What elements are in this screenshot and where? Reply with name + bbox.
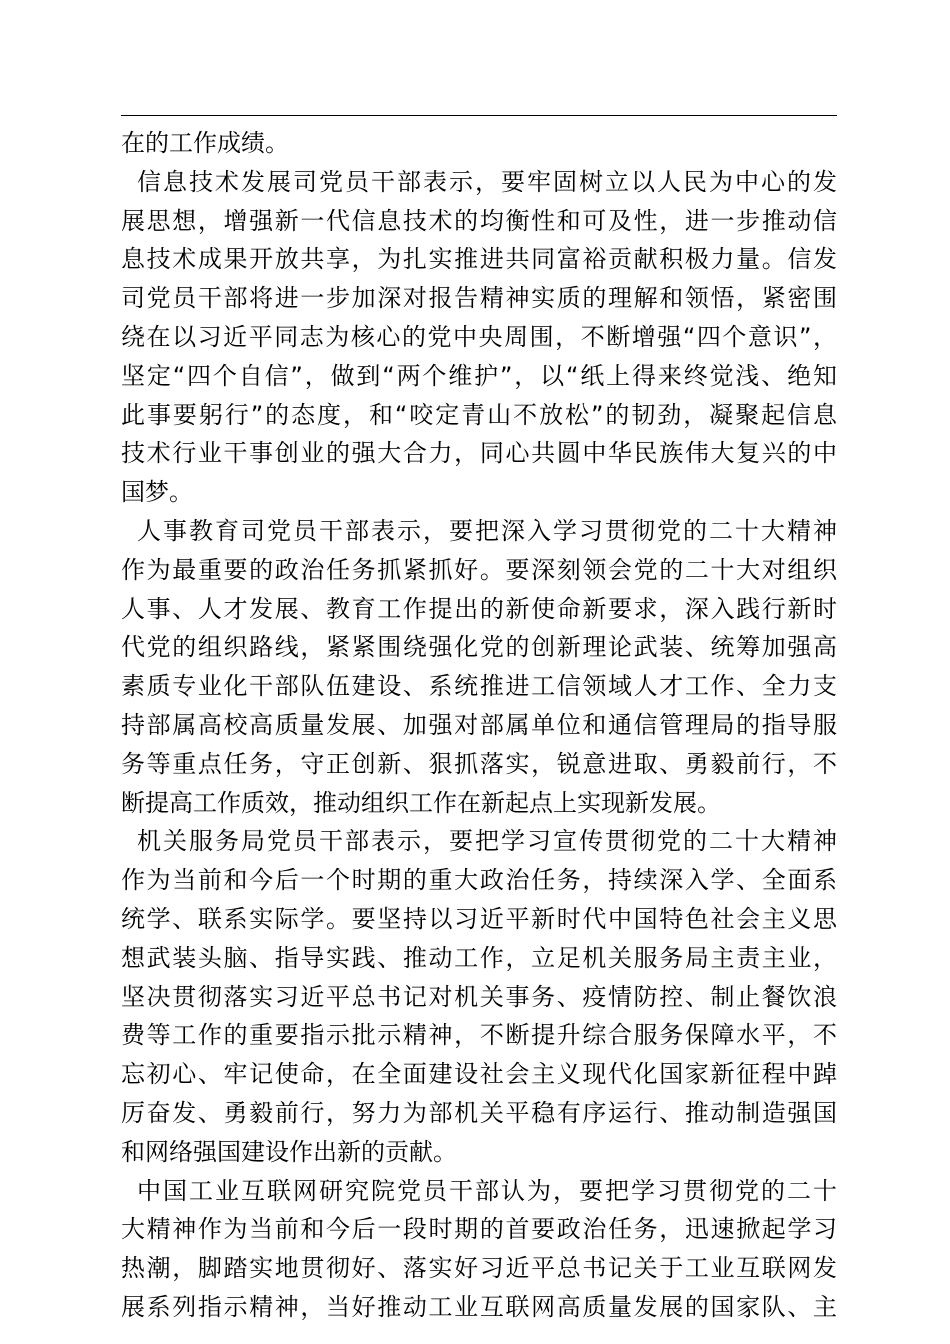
text-line: 技术行业干事创业的强大合力，同心共圆中华民族伟大复兴的中 xyxy=(121,439,837,468)
text-line: 展思想，增强新一代信息技术的均衡性和可及性，进一步推动信 xyxy=(121,206,837,235)
text-line: 信息技术发展司党员干部表示，要牢固树立以人民为中心的发 xyxy=(137,167,837,196)
text-line: 在的工作成绩。 xyxy=(121,129,289,157)
text-line: 作为当前和今后一个时期的重大政治任务，持续深入学、全面系 xyxy=(121,866,837,895)
text-line: 断提高工作质效，推动组织工作在新起点上实现新发展。 xyxy=(121,788,721,817)
document-body xyxy=(121,124,837,1327)
text-line: 素质专业化干部队伍建设、系统推进工信领域人才工作、全力支 xyxy=(121,672,837,701)
header-rule xyxy=(121,115,837,116)
text-line: 热潮，脚踏实地贯彻好、落实好习近平总书记关于工业互联网发 xyxy=(121,1254,837,1283)
text-line: 绕在以习近平同志为核心的党中央周围，不断增强“四个意识”， xyxy=(121,322,837,351)
text-line: 代党的组织路线，紧紧围绕强化党的创新理论武装、统筹加强高 xyxy=(121,633,837,662)
text-line: 人事、人才发展、教育工作提出的新使命新要求，深入践行新时 xyxy=(121,594,837,623)
paragraph-gongye-hulianwang xyxy=(121,1172,837,1327)
text-line: 司党员干部将进一步加深对报告精神实质的理解和领悟，紧密围 xyxy=(121,284,837,313)
text-line: 中国工业互联网研究院党员干部认为，要把学习贯彻党的二十 xyxy=(137,1176,837,1205)
text-line: 费等工作的重要指示批示精神，不断提升综合服务保障水平，不 xyxy=(121,1021,837,1050)
paragraph-jiguan-fuwu xyxy=(121,822,837,1171)
paragraph-continuation xyxy=(121,124,837,163)
text-line: 大精神作为当前和今后一段时期的首要政治任务，迅速掀起学习 xyxy=(121,1215,837,1244)
text-line: 务等重点任务，守正创新、狠抓落实，锐意进取、勇毅前行，不 xyxy=(121,749,837,778)
text-line: 展系列指示精神，当好推动工业互联网高质量发展的国家队、主 xyxy=(121,1292,837,1321)
text-line: 想武装头脑、指导实践、推动工作，立足机关服务局主责主业， xyxy=(121,943,837,972)
text-line: 坚决贯彻落实习近平总书记对机关事务、疫情防控、制止餐饮浪 xyxy=(121,982,837,1011)
text-line: 息技术成果开放共享，为扎实推进共同富裕贡献积极力量。信发 xyxy=(121,245,837,274)
text-line: 此事要躬行”的态度，和“咬定青山不放松”的韧劲，凝聚起信息 xyxy=(121,400,837,429)
text-line: 坚定“四个自信”，做到“两个维护”，以“纸上得来终觉浅、绝知 xyxy=(121,361,837,390)
text-line: 忘初心、牢记使命，在全面建设社会主义现代化国家新征程中踔 xyxy=(121,1060,837,1089)
text-line: 机关服务局党员干部表示，要把学习宣传贯彻党的二十大精神 xyxy=(137,827,837,856)
text-line: 人事教育司党员干部表示，要把深入学习贯彻党的二十大精神 xyxy=(137,516,837,545)
text-line: 和网络强国建设作出新的贡献。 xyxy=(121,1137,457,1166)
paragraph-xinxi-jishu xyxy=(121,163,837,512)
text-line: 国梦。 xyxy=(121,478,193,507)
text-line: 作为最重要的政治任务抓紧抓好。要深刻领会党的二十大对组织 xyxy=(121,555,837,584)
paragraph-renshi-jiaoyu xyxy=(121,512,837,822)
text-line: 厉奋发、勇毅前行，努力为部机关平稳有序运行、推动制造强国 xyxy=(121,1098,837,1127)
text-line: 统学、联系实际学。要坚持以习近平新时代中国特色社会主义思 xyxy=(121,904,837,933)
text-line: 持部属高校高质量发展、加强对部属单位和通信管理局的指导服 xyxy=(121,710,837,739)
